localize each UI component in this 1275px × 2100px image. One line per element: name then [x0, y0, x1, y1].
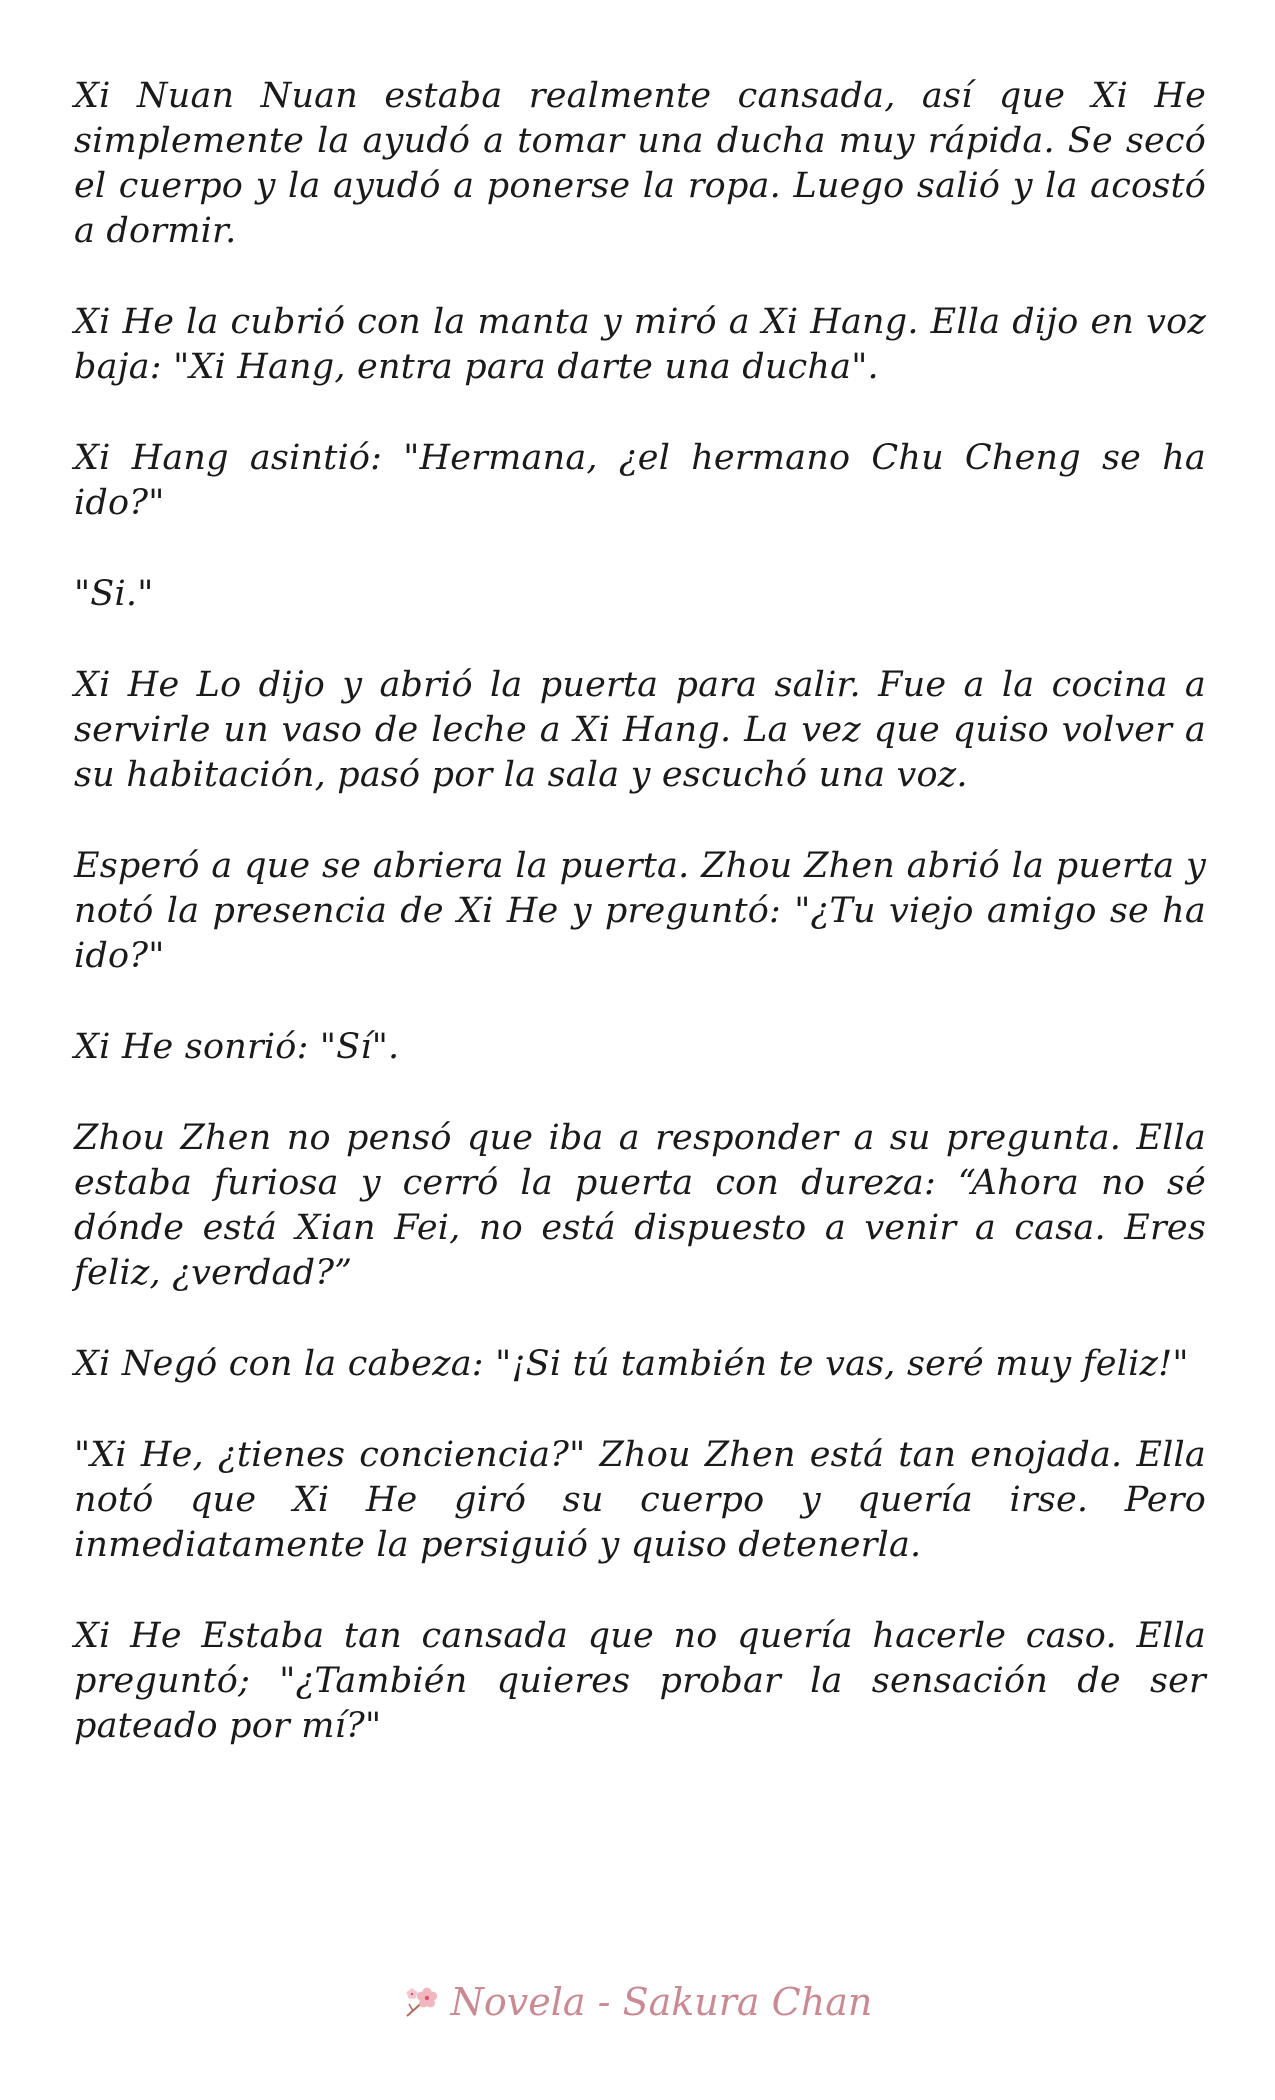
paragraph: Xi He Lo dijo y abrió la puerta para salir. Fue a la cocina a servirle un vaso de leche a Xi Hang. La vez que quiso volver a su habitación, pasó por la sala y escuchó una voz.: [74, 665, 1206, 795]
paragraph: Zhou Zhen no pensó que iba a responder a su pregunta. Ella estaba furiosa y cerró la puerta con dureza: “Ahora no sé dónde está Xian Fei, no está dispuesto a venir a casa. Eres feliz, ¿verdad?”: [74, 1118, 1206, 1293]
paragraph: Xi He Estaba tan cansada que no quería hacerle caso. Ella preguntó; "¿También quieres probar la sensación de ser pateado por mí?": [74, 1616, 1206, 1746]
story-text: [74, 74, 1206, 1795]
paragraph: Xi He sonrió: "Sí".: [74, 1027, 400, 1067]
paragraph: "Si.": [74, 574, 154, 614]
paragraph: Esperó a que se abriera la puerta. Zhou Zhen abrió la puerta y notó la presencia de Xi He y preguntó: "¿Tu viejo amigo se ha ido?": [74, 846, 1206, 976]
paragraph: Xi Hang asintió: "Hermana, ¿el hermano Chu Cheng se ha ido?": [74, 438, 1206, 523]
cherry-blossom-icon: [403, 1985, 443, 2019]
paragraph: Xi Nuan Nuan estaba realmente cansada, así que Xi He simplemente la ayudó a tomar una ducha muy rápida. Se secó el cuerpo y la ayudó a ponerse la ropa. Luego salió y la acostó a dormir.: [74, 76, 1206, 251]
paragraph: "Xi He, ¿tienes conciencia?" Zhou Zhen está tan enojada. Ella notó que Xi He giró su cuerpo y quería irse. Pero inmediatamente la persiguió y quiso detenerla.: [74, 1435, 1206, 1565]
watermark-text: Novela - Sakura Chan: [450, 1980, 873, 2024]
paragraph: Xi Negó con la cabeza: "¡Si tú también te vas, seré muy feliz!": [74, 1344, 1189, 1384]
watermark-footer: [0, 1980, 1275, 2029]
paragraph: Xi He la cubrió con la manta y miró a Xi Hang. Ella dijo en voz baja: "Xi Hang, entra para darte una ducha".: [74, 302, 1206, 387]
